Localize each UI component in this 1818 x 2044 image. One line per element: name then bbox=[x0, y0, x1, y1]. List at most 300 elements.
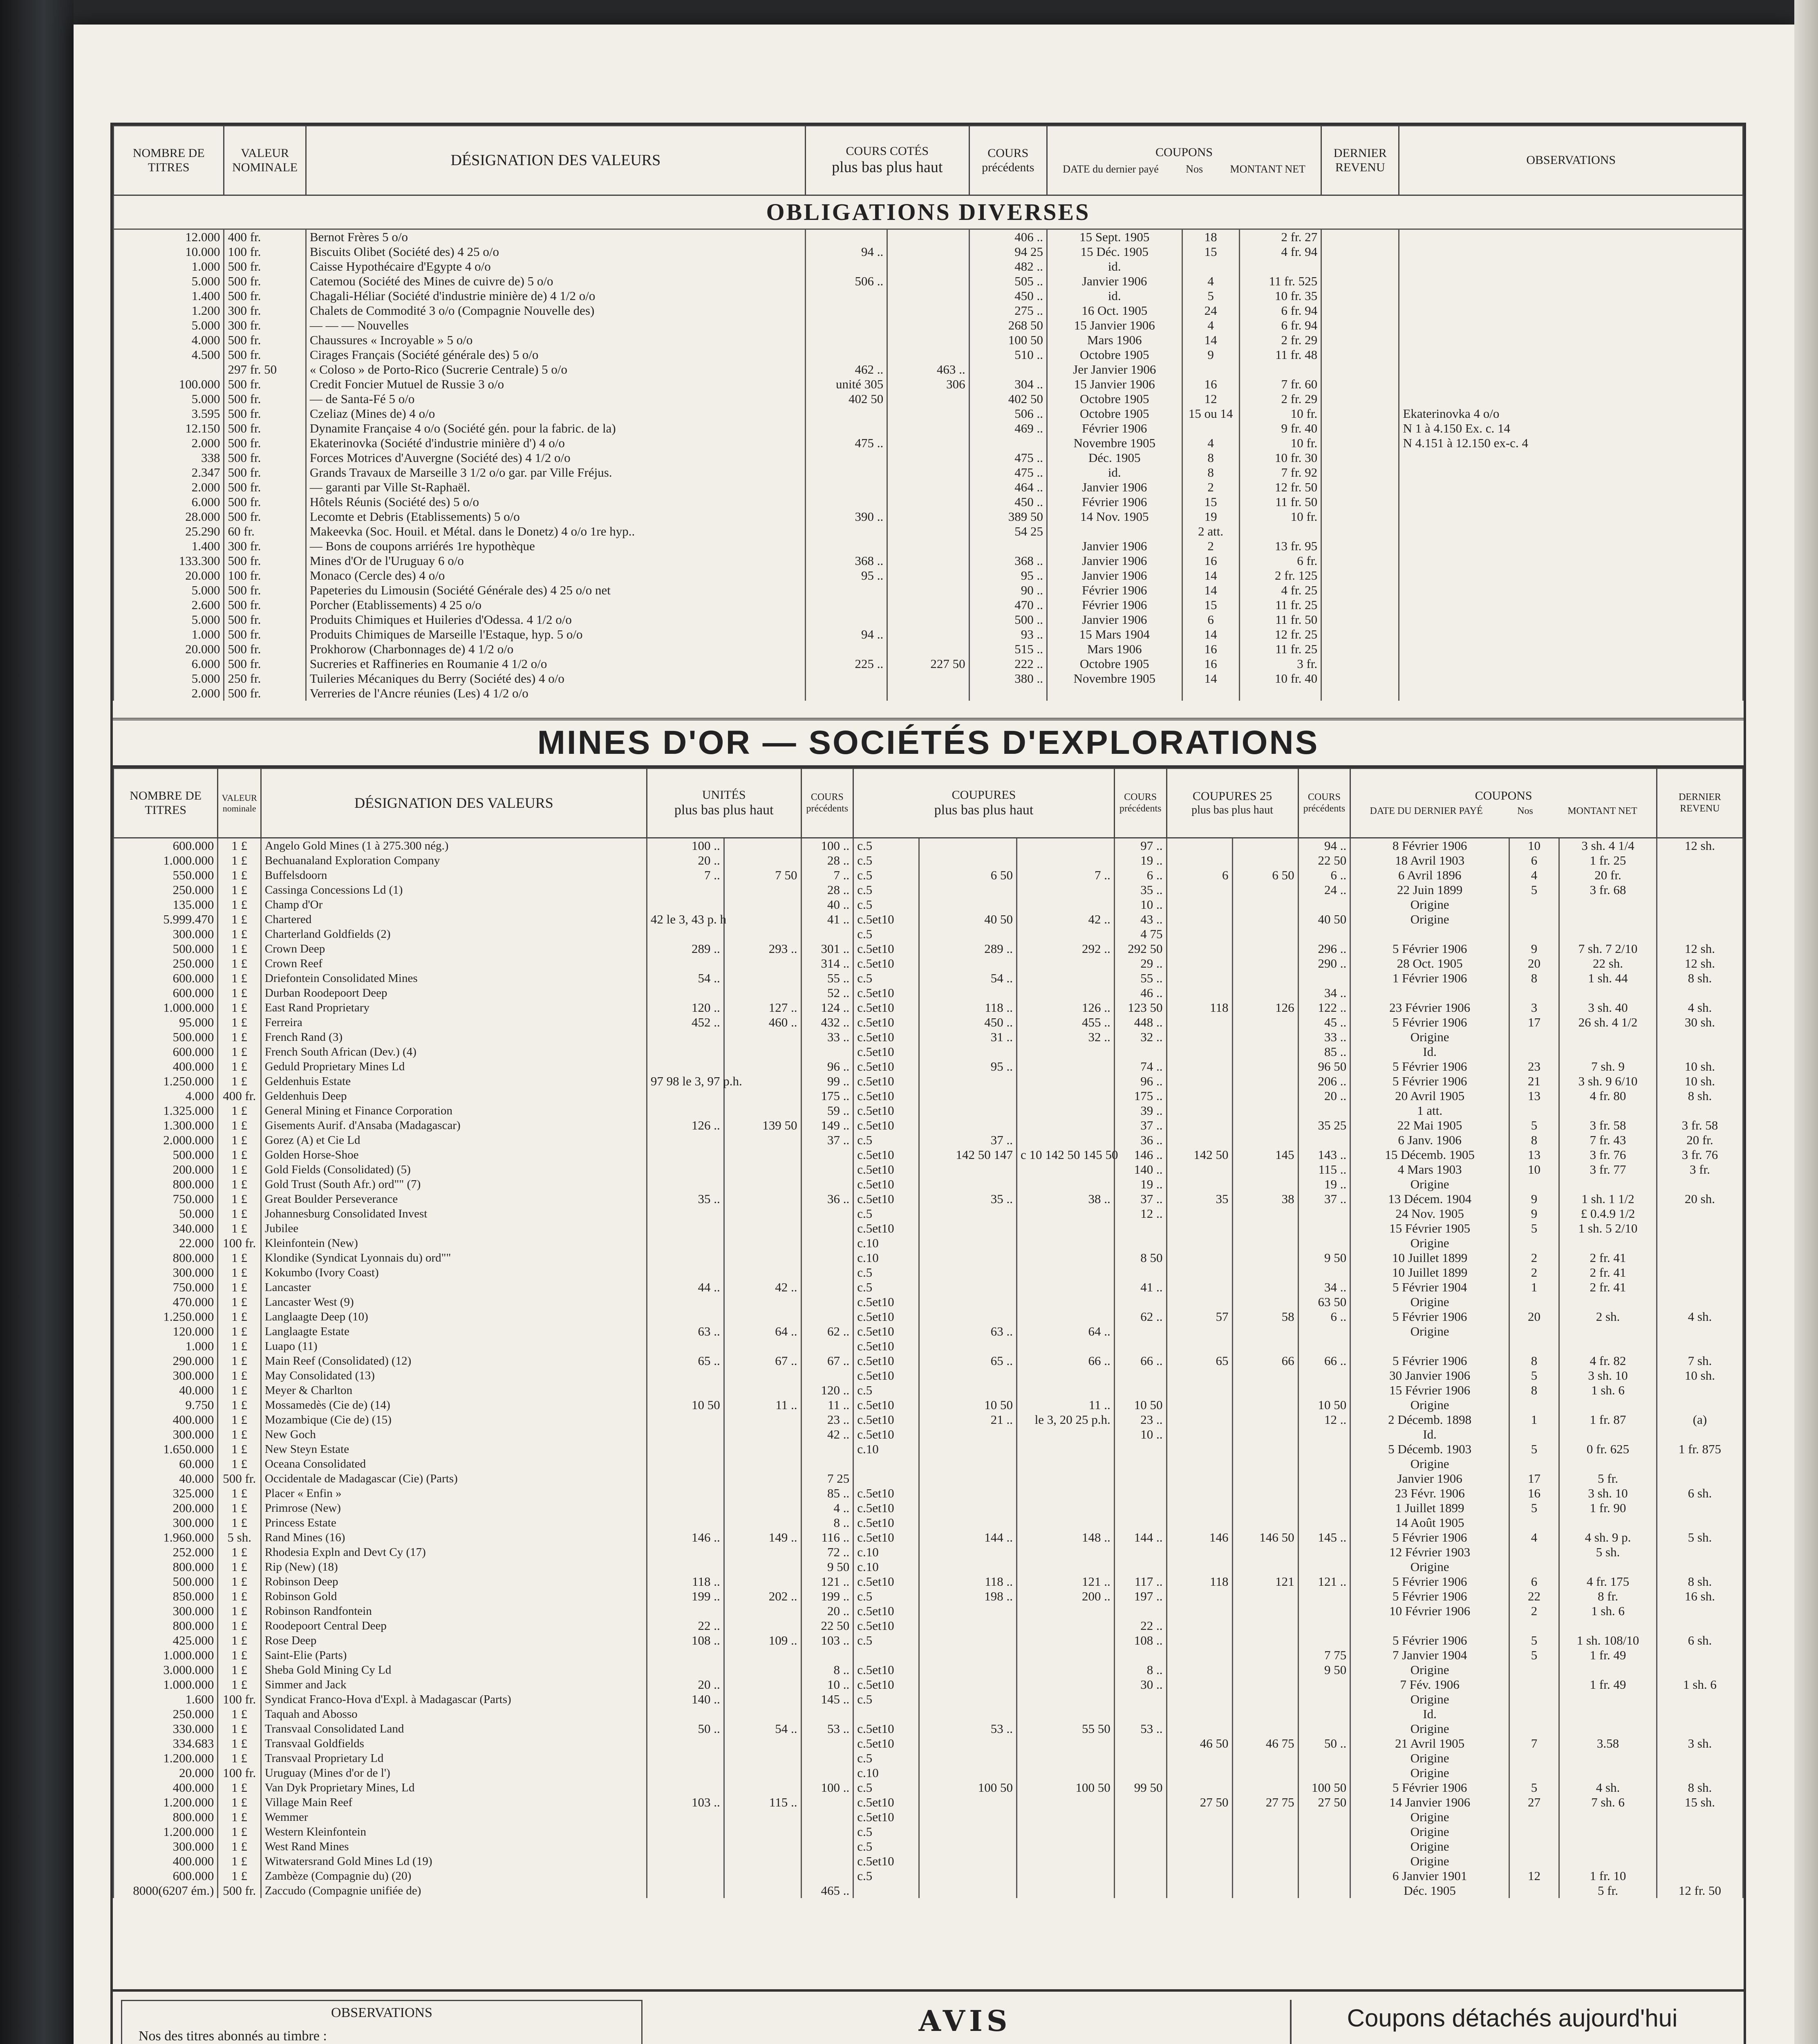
mines-cell-c25-plus-bas bbox=[1166, 1280, 1232, 1295]
mines-cell-dernier-revenu: 10 sh. bbox=[1657, 1059, 1743, 1074]
mines-cell-designation: Mossamedès (Cie de) (14) bbox=[261, 1398, 647, 1412]
mines-cell-c25-plus-haut bbox=[1232, 1383, 1298, 1398]
mines-cell-cours-prec2 bbox=[1114, 1766, 1166, 1780]
mines-cell-cours-prec3: 85 .. bbox=[1298, 1044, 1350, 1059]
mines-cell-c25-plus-haut: 121 bbox=[1232, 1574, 1298, 1589]
oblig-cell-valeur: 500 fr. bbox=[224, 657, 306, 671]
oblig-cell-cours-prec: 510 .. bbox=[969, 347, 1047, 362]
mines-cell-plus-bas bbox=[647, 1854, 724, 1869]
mines-cell-valeur: 1 £ bbox=[218, 897, 261, 912]
mines-cell-c25-plus-haut bbox=[1232, 1280, 1298, 1295]
mines-cell-plus-bas bbox=[647, 1824, 724, 1839]
mines-cell-c25-plus-bas bbox=[1166, 1663, 1232, 1677]
table-row bbox=[114, 1589, 1743, 1604]
mines-cell-cours-prec bbox=[801, 1368, 853, 1383]
mines-cell-coupon-no: 8 bbox=[1509, 1354, 1559, 1368]
mines-coupons-no: Nos bbox=[1517, 805, 1533, 816]
mines-cell-coupure-type: c.5et10 bbox=[853, 1192, 919, 1206]
mines-cell-coup-plus-haut: 55 50 bbox=[1017, 1721, 1115, 1736]
mines-cell-coup-plus-haut bbox=[1017, 971, 1115, 986]
mines-cell-cours-prec2 bbox=[1114, 1501, 1166, 1515]
mines-cell-cours-prec2: 30 .. bbox=[1114, 1677, 1166, 1692]
mines-cell-coupon-montant: 1 sh. 6 bbox=[1559, 1604, 1657, 1618]
mines-cell-coupure-type: c.5 bbox=[853, 1383, 919, 1398]
mines-cell-valeur: 1 £ bbox=[218, 1177, 261, 1192]
mines-cell-coupon-no bbox=[1509, 1177, 1559, 1192]
mines-cell-cours-prec bbox=[801, 1251, 853, 1265]
mines-cell-dernier-revenu bbox=[1657, 1295, 1743, 1309]
mines-cell-valeur: 1 £ bbox=[218, 1721, 261, 1736]
mines-cell-valeur: 1 £ bbox=[218, 1457, 261, 1471]
mines-cell-nombre: 800.000 bbox=[114, 1618, 218, 1633]
mines-cell-coupure-type: c.5et10 bbox=[853, 1618, 919, 1633]
mines-cell-c25-plus-haut bbox=[1232, 1398, 1298, 1412]
mines-cell-coupon-montant: 3 fr. 58 bbox=[1559, 1118, 1657, 1133]
mines-cell-plus-haut bbox=[724, 1309, 801, 1324]
oblig-cell-designation: Prokhorow (Charbonnages de) 4 1/2 o/o bbox=[306, 642, 805, 657]
mines-cell-coupon-montant bbox=[1559, 1810, 1657, 1824]
mines-cell-cours-prec2 bbox=[1114, 1265, 1166, 1280]
oblig-cell-coupon-date: Janvier 1906 bbox=[1047, 612, 1182, 627]
table-row bbox=[114, 1427, 1743, 1442]
mines-cell-plus-haut bbox=[724, 1780, 801, 1795]
mines-cell-coupure-type: c.5 bbox=[853, 1869, 919, 1883]
oblig-cell-designation: Produits Chimiques de Marseille l'Estaque, hyp. 5 o/o bbox=[306, 627, 805, 642]
mines-cell-dernier-revenu bbox=[1657, 1751, 1743, 1766]
mines-cell-nombre: 1.960.000 bbox=[114, 1530, 218, 1545]
mines-cell-c25-plus-haut bbox=[1232, 1339, 1298, 1354]
mines-cell-coup-plus-bas bbox=[919, 1162, 1017, 1177]
mines-cell-cours-prec bbox=[801, 1309, 853, 1324]
oblig-cell-designation: Mines d'Or de l'Uruguay 6 o/o bbox=[306, 554, 805, 568]
mines-cell-plus-bas bbox=[647, 883, 724, 897]
mines-cell-valeur: 1 £ bbox=[218, 1633, 261, 1648]
oblig-cell-coupon-date: 15 Janvier 1906 bbox=[1047, 377, 1182, 392]
table-row bbox=[114, 1015, 1743, 1030]
oblig-cell-designation: Cirages Français (Société générale des) 5 o/o bbox=[306, 347, 805, 362]
mines-cell-c25-plus-haut bbox=[1232, 1545, 1298, 1560]
mines-cell-coupon-date: 10 Juillet 1899 bbox=[1350, 1265, 1509, 1280]
mines-cell-plus-bas bbox=[647, 1059, 724, 1074]
mines-cell-cours-prec2: 41 .. bbox=[1114, 1280, 1166, 1295]
mines-cell-cours-prec bbox=[801, 1177, 853, 1192]
mines-cell-c25-plus-haut bbox=[1232, 838, 1298, 854]
oblig-cell-nombre: 4.000 bbox=[114, 333, 224, 347]
mines-cell-coupure-type: c.5et10 bbox=[853, 1677, 919, 1692]
mines-cell-nombre: 500.000 bbox=[114, 1030, 218, 1044]
mines-cell-cours-prec2: 19 .. bbox=[1114, 853, 1166, 868]
oblig-cell-coupon-date: Mars 1906 bbox=[1047, 333, 1182, 347]
oblig-cell-observation bbox=[1399, 333, 1743, 347]
mines-cell-plus-haut: 64 .. bbox=[724, 1324, 801, 1339]
mines-cell-cours-prec3: 6 .. bbox=[1298, 1309, 1350, 1324]
oblig-cell-designation: Caisse Hypothécaire d'Egypte 4 o/o bbox=[306, 259, 805, 274]
mines-cell-coupure-type bbox=[853, 1883, 919, 1898]
mines-cell-valeur: 500 fr. bbox=[218, 1471, 261, 1486]
mines-cell-c25-plus-bas bbox=[1166, 1118, 1232, 1133]
mines-col-unites bbox=[647, 769, 801, 838]
mines-cell-coupure-type: c.5 bbox=[853, 1751, 919, 1766]
mines-cell-cours-prec3: 145 .. bbox=[1298, 1530, 1350, 1545]
mines-cell-designation: Robinson Randfontein bbox=[261, 1604, 647, 1618]
oblig-cell-coupon-montant bbox=[1239, 686, 1321, 701]
mines-cell-designation: Mozambique (Cie de) (15) bbox=[261, 1412, 647, 1427]
oblig-cell-coupon-date: 15 Déc. 1905 bbox=[1047, 244, 1182, 259]
mines-cell-dernier-revenu: 12 sh. bbox=[1657, 838, 1743, 854]
oblig-cell-cours-prec: 475 .. bbox=[969, 450, 1047, 465]
oblig-cell-dernier-revenu bbox=[1321, 229, 1399, 245]
table-row bbox=[114, 583, 1743, 598]
mines-cell-c25-plus-bas bbox=[1166, 1015, 1232, 1030]
mines-cell-cours-prec2: 35 .. bbox=[1114, 883, 1166, 897]
oblig-cell-coupon-no: 8 bbox=[1182, 450, 1239, 465]
oblig-cell-coupon-no: 15 ou 14 bbox=[1182, 406, 1239, 421]
oblig-cell-valeur: 500 fr. bbox=[224, 554, 306, 568]
mines-cell-cours-prec2: 10 .. bbox=[1114, 1427, 1166, 1442]
table-row bbox=[114, 1795, 1743, 1810]
mines-cell-coupon-date: 22 Juin 1899 bbox=[1350, 883, 1509, 897]
mines-cell-plus-haut bbox=[724, 1736, 801, 1751]
mines-cell-coupure-type: c.5et10 bbox=[853, 1486, 919, 1501]
mines-cell-cours-prec3 bbox=[1298, 1707, 1350, 1721]
mines-cell-coup-plus-haut bbox=[1017, 1044, 1115, 1059]
mines-cell-c25-plus-haut bbox=[1232, 1221, 1298, 1236]
mines-cell-plus-haut: 67 .. bbox=[724, 1354, 801, 1368]
mines-cell-cours-prec3 bbox=[1298, 1427, 1350, 1442]
mines-cell-coupon-date bbox=[1350, 927, 1509, 941]
mines-cell-nombre: 850.000 bbox=[114, 1589, 218, 1604]
mines-cell-cours-prec2 bbox=[1114, 1339, 1166, 1354]
table-row bbox=[114, 1265, 1743, 1280]
mines-cell-coupon-montant bbox=[1559, 1339, 1657, 1354]
oblig-cell-dernier-revenu bbox=[1321, 421, 1399, 436]
mines-cell-cours-prec: 4 .. bbox=[801, 1501, 853, 1515]
book-binding bbox=[0, 0, 74, 2044]
mines-cell-cours-prec: 52 .. bbox=[801, 986, 853, 1000]
mines-cell-c25-plus-haut bbox=[1232, 1604, 1298, 1618]
mines-cell-valeur: 1 £ bbox=[218, 1383, 261, 1398]
mines-cell-cours-prec bbox=[801, 1044, 853, 1059]
mines-cell-plus-haut bbox=[724, 838, 801, 854]
mines-cell-nombre: 22.000 bbox=[114, 1236, 218, 1251]
mines-cell-c25-plus-bas bbox=[1166, 956, 1232, 971]
mines-cell-coup-plus-haut bbox=[1017, 1633, 1115, 1648]
mines-cell-cours-prec bbox=[801, 1766, 853, 1780]
mines-cell-valeur: 1 £ bbox=[218, 1427, 261, 1442]
mines-cell-nombre: 252.000 bbox=[114, 1545, 218, 1560]
mines-cell-designation: West Rand Mines bbox=[261, 1839, 647, 1854]
mines-cell-c25-plus-bas bbox=[1166, 1133, 1232, 1148]
mines-cell-cours-prec2 bbox=[1114, 1839, 1166, 1854]
mines-cell-coup-plus-haut bbox=[1017, 1810, 1115, 1824]
oblig-cell-nombre: 3.595 bbox=[114, 406, 224, 421]
mines-cell-coup-plus-bas bbox=[919, 1766, 1017, 1780]
oblig-cell-coupon-montant bbox=[1239, 362, 1321, 377]
oblig-cell-plus-bas bbox=[805, 583, 887, 598]
mines-cell-c25-plus-haut bbox=[1232, 1810, 1298, 1824]
mines-cell-plus-bas bbox=[647, 1148, 724, 1162]
mines-cell-coupure-type: c.5et10 bbox=[853, 1177, 919, 1192]
mines-cell-cours-prec3 bbox=[1298, 971, 1350, 986]
mines-cell-dernier-revenu bbox=[1657, 1545, 1743, 1560]
mines-cell-coup-plus-haut bbox=[1017, 1824, 1115, 1839]
mines-cell-coupon-montant bbox=[1559, 1824, 1657, 1839]
mines-cell-designation: May Consolidated (13) bbox=[261, 1368, 647, 1383]
mines-cell-cours-prec2 bbox=[1114, 1486, 1166, 1501]
mines-cell-cours-prec2 bbox=[1114, 1368, 1166, 1383]
mines-cell-cours-prec: 9 50 bbox=[801, 1560, 853, 1574]
mines-cell-cours-prec2 bbox=[1114, 1751, 1166, 1766]
mines-cell-coupon-date: 21 Avril 1905 bbox=[1350, 1736, 1509, 1751]
oblig-cell-valeur: 500 fr. bbox=[224, 377, 306, 392]
mines-cell-c25-plus-bas bbox=[1166, 1589, 1232, 1604]
mines-cell-plus-haut bbox=[724, 1221, 801, 1236]
table-row bbox=[114, 568, 1743, 583]
mines-cell-designation: Saint-Elie (Parts) bbox=[261, 1648, 647, 1663]
mines-cell-c25-plus-bas bbox=[1166, 1206, 1232, 1221]
mines-cell-coupure-type: c.5 bbox=[853, 1692, 919, 1707]
mines-cell-cours-prec bbox=[801, 1442, 853, 1457]
mines-cell-cours-prec3: 94 .. bbox=[1298, 838, 1350, 854]
oblig-cell-observation bbox=[1399, 229, 1743, 245]
mines-cell-c25-plus-haut: 146 50 bbox=[1232, 1530, 1298, 1545]
mines-cell-coupon-no: 27 bbox=[1509, 1795, 1559, 1810]
mines-cell-dernier-revenu bbox=[1657, 1030, 1743, 1044]
mines-cell-dernier-revenu: 7 sh. bbox=[1657, 1354, 1743, 1368]
mines-cell-c25-plus-haut bbox=[1232, 912, 1298, 927]
table-row bbox=[114, 1044, 1743, 1059]
mines-cell-valeur: 1 £ bbox=[218, 1221, 261, 1236]
mines-cell-cours-prec3 bbox=[1298, 1368, 1350, 1383]
oblig-cell-dernier-revenu bbox=[1321, 333, 1399, 347]
oblig-cell-cours-prec: 93 .. bbox=[969, 627, 1047, 642]
mines-cell-dernier-revenu bbox=[1657, 1044, 1743, 1059]
oblig-cell-designation: « Coloso » de Porto-Rico (Sucrerie Centrale) 5 o/o bbox=[306, 362, 805, 377]
mines-cell-coupon-montant bbox=[1559, 1721, 1657, 1736]
mines-cell-coupure-type: c.5 bbox=[853, 1589, 919, 1604]
oblig-cell-plus-haut bbox=[887, 686, 969, 701]
mines-cell-c25-plus-haut bbox=[1232, 1015, 1298, 1030]
mines-cell-dernier-revenu bbox=[1657, 1221, 1743, 1236]
mines-cell-dernier-revenu: 4 sh. bbox=[1657, 1000, 1743, 1015]
oblig-cell-observation bbox=[1399, 612, 1743, 627]
oblig-cell-coupon-no: 12 bbox=[1182, 392, 1239, 406]
oblig-cell-plus-haut bbox=[887, 568, 969, 583]
mines-cell-cours-prec3 bbox=[1298, 1618, 1350, 1633]
mines-cell-nombre: 3.000.000 bbox=[114, 1663, 218, 1677]
oblig-cell-cours-prec: 275 .. bbox=[969, 303, 1047, 318]
oblig-cell-dernier-revenu bbox=[1321, 318, 1399, 333]
mines-cell-coupon-montant: 1 sh. 5 2/10 bbox=[1559, 1221, 1657, 1236]
oblig-cell-plus-haut bbox=[887, 495, 969, 509]
mines-cell-c25-plus-bas: 27 50 bbox=[1166, 1795, 1232, 1810]
mines-cell-nombre: 50.000 bbox=[114, 1206, 218, 1221]
mines-cell-coupon-date: 14 Janvier 1906 bbox=[1350, 1795, 1509, 1810]
mines-cell-c25-plus-haut bbox=[1232, 1648, 1298, 1663]
mines-cell-nombre: 600.000 bbox=[114, 1044, 218, 1059]
mines-cell-nombre: 20.000 bbox=[114, 1766, 218, 1780]
oblig-cell-coupon-date: Février 1906 bbox=[1047, 598, 1182, 612]
mines-cell-designation: Main Reef (Consolidated) (12) bbox=[261, 1354, 647, 1368]
oblig-cell-coupon-no: 4 bbox=[1182, 318, 1239, 333]
mines-cell-coupon-date: 5 Février 1906 bbox=[1350, 1530, 1509, 1545]
mines-cell-nombre: 300.000 bbox=[114, 927, 218, 941]
table-row bbox=[114, 1383, 1743, 1398]
mines-cell-coupon-montant bbox=[1559, 1707, 1657, 1721]
mines-cell-c25-plus-bas: 6 bbox=[1166, 868, 1232, 883]
mines-cell-dernier-revenu: 12 sh. bbox=[1657, 956, 1743, 971]
mines-cell-coupure-type: c.5et10 bbox=[853, 1368, 919, 1383]
coupures-label: COUPURES bbox=[952, 788, 1016, 802]
mines-cell-designation: Placer « Enfin » bbox=[261, 1486, 647, 1501]
table-row bbox=[114, 1059, 1743, 1074]
col-coupons bbox=[1047, 126, 1321, 195]
table-row bbox=[114, 1883, 1743, 1898]
oblig-cell-dernier-revenu bbox=[1321, 657, 1399, 671]
col-valeur: VALEUR NOMINALE bbox=[224, 126, 306, 195]
mines-cell-c25-plus-bas: 118 bbox=[1166, 1574, 1232, 1589]
oblig-cell-nombre: 1.200 bbox=[114, 303, 224, 318]
mines-cell-dernier-revenu: 6 sh. bbox=[1657, 1633, 1743, 1648]
mines-cell-coup-plus-haut bbox=[1017, 1766, 1115, 1780]
mines-cell-c25-plus-bas bbox=[1166, 1604, 1232, 1618]
mines-cell-coupon-date bbox=[1350, 986, 1509, 1000]
mines-cell-valeur: 1 £ bbox=[218, 1707, 261, 1721]
mines-cell-coupon-date: Origine bbox=[1350, 1030, 1509, 1044]
table-row bbox=[114, 1354, 1743, 1368]
mines-cell-nombre: 470.000 bbox=[114, 1295, 218, 1309]
mines-coupons-date: DATE DU DERNIER PAYÉ bbox=[1370, 805, 1483, 816]
mines-cell-c25-plus-haut bbox=[1232, 1560, 1298, 1574]
oblig-cell-observation bbox=[1399, 392, 1743, 406]
mines-cell-coupon-montant bbox=[1559, 1427, 1657, 1442]
mines-cell-coup-plus-haut: 121 .. bbox=[1017, 1574, 1115, 1589]
mines-cell-cours-prec2 bbox=[1114, 1560, 1166, 1574]
mines-cell-c25-plus-haut bbox=[1232, 1766, 1298, 1780]
oblig-cell-coupon-no: 4 bbox=[1182, 274, 1239, 289]
mines-cell-valeur: 1 £ bbox=[218, 1618, 261, 1633]
mines-cell-coup-plus-bas bbox=[919, 1251, 1017, 1265]
mines-cell-dernier-revenu: 20 sh. bbox=[1657, 1192, 1743, 1206]
mines-cell-c25-plus-haut bbox=[1232, 1589, 1298, 1604]
mines-cell-designation: Uruguay (Mines d'or de l') bbox=[261, 1766, 647, 1780]
mines-cell-coup-plus-haut bbox=[1017, 1133, 1115, 1148]
mines-cell-coupon-date: 5 Février 1906 bbox=[1350, 1015, 1509, 1030]
mines-cell-coup-plus-bas bbox=[919, 1339, 1017, 1354]
mines-cell-plus-haut bbox=[724, 1089, 801, 1103]
oblig-cell-designation: Sucreries et Raffineries en Roumanie 4 1/2 o/o bbox=[306, 657, 805, 671]
mines-cell-c25-plus-haut bbox=[1232, 986, 1298, 1000]
mines-cell-coupon-date: 1 Février 1906 bbox=[1350, 971, 1509, 986]
mines-cell-coupure-type bbox=[853, 1648, 919, 1663]
mines-cell-designation: Gold Trust (South Afr.) ord"" (7) bbox=[261, 1177, 647, 1192]
mines-cell-cours-prec: 100 .. bbox=[801, 838, 853, 854]
oblig-cell-nombre: 6.000 bbox=[114, 495, 224, 509]
mines-cell-coup-plus-bas bbox=[919, 1368, 1017, 1383]
mines-cell-cours-prec bbox=[801, 1795, 853, 1810]
mines-cell-coupure-type: c.5et10 bbox=[853, 1103, 919, 1118]
mines-cell-c25-plus-haut bbox=[1232, 1839, 1298, 1854]
mines-cell-coupon-date bbox=[1350, 1339, 1509, 1354]
mines-cell-plus-haut bbox=[724, 1162, 801, 1177]
mines-cell-plus-haut bbox=[724, 1751, 801, 1766]
oblig-cell-coupon-date: Février 1906 bbox=[1047, 583, 1182, 598]
mines-cell-valeur: 1 £ bbox=[218, 1265, 261, 1280]
table-row bbox=[114, 318, 1743, 333]
table-row bbox=[114, 1442, 1743, 1457]
oblig-cell-plus-bas bbox=[805, 598, 887, 612]
mines-cell-valeur: 400 fr. bbox=[218, 1089, 261, 1103]
mines-cell-coupon-date: Origine bbox=[1350, 1295, 1509, 1309]
mines-cell-cours-prec3: 50 .. bbox=[1298, 1736, 1350, 1751]
table-row bbox=[114, 1368, 1743, 1383]
mines-cell-coupure-type: c.5et10 bbox=[853, 1074, 919, 1089]
mines-cell-c25-plus-bas bbox=[1166, 1059, 1232, 1074]
mines-cell-coupon-no: 5 bbox=[1509, 1780, 1559, 1795]
table-row bbox=[114, 1560, 1743, 1574]
oblig-cell-cours-prec: 304 .. bbox=[969, 377, 1047, 392]
mines-cell-coupon-montant: 4 fr. 175 bbox=[1559, 1574, 1657, 1589]
mines-cell-cours-prec3: 37 .. bbox=[1298, 1192, 1350, 1206]
mines-cell-designation: Witwatersrand Gold Mines Ld (19) bbox=[261, 1854, 647, 1869]
mines-cell-designation: Primrose (New) bbox=[261, 1501, 647, 1515]
mines-cell-dernier-revenu: 10 sh. bbox=[1657, 1074, 1743, 1089]
oblig-cell-observation: Ekaterinovka 4 o/o bbox=[1399, 406, 1743, 421]
oblig-cell-designation: Papeteries du Limousin (Société Générale des) 4 25 o/o net bbox=[306, 583, 805, 598]
mines-cell-c25-plus-bas bbox=[1166, 1751, 1232, 1766]
mines-cell-coupure-type: c.5 bbox=[853, 1633, 919, 1648]
mines-cell-coupon-date: 13 Décem. 1904 bbox=[1350, 1192, 1509, 1206]
mines-cell-valeur: 1 £ bbox=[218, 1044, 261, 1059]
mines-cell-c25-plus-haut: 126 bbox=[1232, 1000, 1298, 1015]
mines-cell-plus-bas bbox=[647, 1044, 724, 1059]
oblig-cell-plus-bas bbox=[805, 612, 887, 627]
mines-cell-cours-prec2 bbox=[1114, 1648, 1166, 1663]
mines-cell-valeur: 1 £ bbox=[218, 1854, 261, 1869]
mines-cell-plus-bas bbox=[647, 1030, 724, 1044]
mines-cell-c25-plus-haut bbox=[1232, 1869, 1298, 1883]
mines-cell-coup-plus-haut bbox=[1017, 1236, 1115, 1251]
mines-cell-cours-prec2: 197 .. bbox=[1114, 1589, 1166, 1604]
mines-cell-c25-plus-bas: 146 bbox=[1166, 1530, 1232, 1545]
mines-cell-coupon-montant bbox=[1559, 1515, 1657, 1530]
oblig-cell-dernier-revenu bbox=[1321, 436, 1399, 450]
mines-cell-coup-plus-bas: 450 .. bbox=[919, 1015, 1017, 1030]
mines-cell-coupon-montant: 2 fr. 41 bbox=[1559, 1265, 1657, 1280]
mines-cell-coupon-date: 5 Février 1906 bbox=[1350, 1309, 1509, 1324]
mines-cell-dernier-revenu bbox=[1657, 1854, 1743, 1869]
oblig-cell-nombre: 28.000 bbox=[114, 509, 224, 524]
mines-cell-designation: Transvaal Consolidated Land bbox=[261, 1721, 647, 1736]
mines-cell-valeur: 1 £ bbox=[218, 1074, 261, 1089]
mines-cell-valeur: 1 £ bbox=[218, 853, 261, 868]
oblig-cell-plus-bas bbox=[805, 450, 887, 465]
mines-cell-cours-prec: 41 .. bbox=[801, 912, 853, 927]
oblig-cell-designation: Bernot Frères 5 o/o bbox=[306, 229, 805, 245]
oblig-cell-designation: Grands Travaux de Marseille 3 1/2 o/o gar. par Ville Fréjus. bbox=[306, 465, 805, 480]
mines-cell-designation: Geduld Proprietary Mines Ld bbox=[261, 1059, 647, 1074]
oblig-cell-cours-prec: 500 .. bbox=[969, 612, 1047, 627]
mines-cell-designation: French Rand (3) bbox=[261, 1030, 647, 1044]
mines-cell-plus-bas: 103 .. bbox=[647, 1795, 724, 1810]
mines-cell-designation: Charterland Goldfields (2) bbox=[261, 927, 647, 941]
mines-cell-c25-plus-haut bbox=[1232, 1412, 1298, 1427]
mines-cell-coupon-date bbox=[1350, 1618, 1509, 1633]
table-row bbox=[114, 598, 1743, 612]
mines-cell-coupon-no: 4 bbox=[1509, 1530, 1559, 1545]
mines-cell-coupon-no: 6 bbox=[1509, 853, 1559, 868]
mines-cell-coup-plus-haut: 64 .. bbox=[1017, 1324, 1115, 1339]
